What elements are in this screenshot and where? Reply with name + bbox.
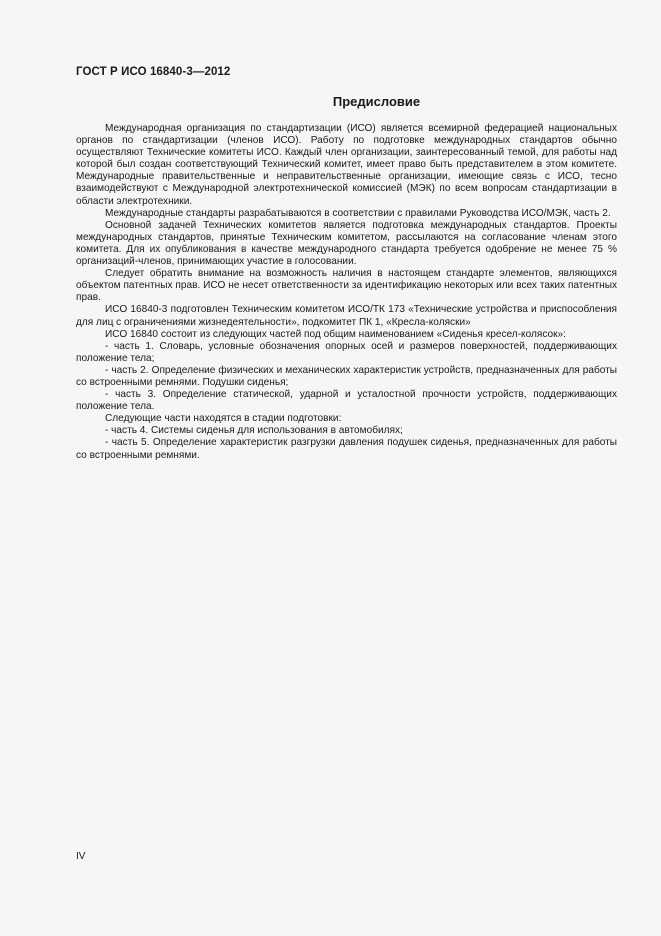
paragraph-committee-task: Основной задачей Технических комитетов является подготовка международных стандартов. Проекты международных стандартов, принятые Техническим комитетом, рассылаются на согласование членам этого комитета. Для их опубликования в качестве международного стандарта требуется одобрение не менее 75 % организаций-членов, принимающих участие в голосовании. — [76, 219, 617, 268]
paragraph-parts-intro: ИСО 16840 состоит из следующих частей под общим наименованием «Сиденья кресел-колясок»: — [105, 328, 566, 340]
paragraph-patent-notice: Следует обратить внимание на возможность наличия в настоящем стандарте элементов, являющихся объектом патентных прав. ИСО не несет ответственности за идентификацию некоторых или всех таких патентных прав. — [76, 268, 617, 304]
list-item-part-5: - часть 5. Определение характеристик разгрузки давления подушек сиденья, предназначенных для работы со встроенными ремнями. — [76, 437, 617, 461]
page-title — [76, 94, 617, 109]
list-item-part-4: - часть 4. Системы сиденья для использования в автомобилях; — [105, 425, 403, 437]
page-title-text: Предисловие — [332, 94, 421, 109]
list-item-part-3: - часть 3. Определение статической, ударной и усталостной прочности устройств, поддерживающих положение тела. — [76, 389, 617, 413]
paragraph-prepared-by: ИСО 16840-3 подготовлен Техническим комитетом ИСО/ТК 173 «Технические устройства и приспособления для лиц с ограничениями жизнедеятельности», подкомитет ПК 1, «Кресла-коляски» — [76, 304, 617, 328]
list-item-part-1: - часть 1. Словарь, условные обозначения опорных осей и размеров поверхностей, поддерживающих положение тела; — [76, 340, 617, 364]
standard-id-header: ГОСТ Р ИСО 16840-3—2012 — [76, 66, 231, 78]
paragraph-iso-intro: Международная организация по стандартизации (ИСО) является всемирной федерацией национальных органов по стандартизации (членов ИСО). Работу по подготовке международных стандартов обычно осуществляют Технические комитеты ИСО. Каждый член организации, заинтересованный темой, для работы над которой был создан соответствующий Технический комитет, имеет право быть представителем в этом комитете. Международные правительственные и неправительственные организации, имеющие связь с ИСО, тесно взаимодействуют с Международной электротехнической комиссией (МЭК) по всем вопросам стандартизации в области электротехники. — [76, 123, 617, 207]
paragraph-standards-development: Международные стандарты разрабатываются в соответствии с правилами Руководства ИСО/МЭК, часть 2. — [105, 207, 611, 219]
page-number: IV — [76, 851, 86, 862]
paragraph-in-preparation: Следующие части находятся в стадии подготовки: — [105, 413, 342, 425]
list-item-part-2: - часть 2. Определение физических и механических характеристик устройств, предназначенных для работы со встроенными ремнями. Подушки сиденья; — [76, 364, 617, 388]
foreword-body — [76, 123, 617, 462]
